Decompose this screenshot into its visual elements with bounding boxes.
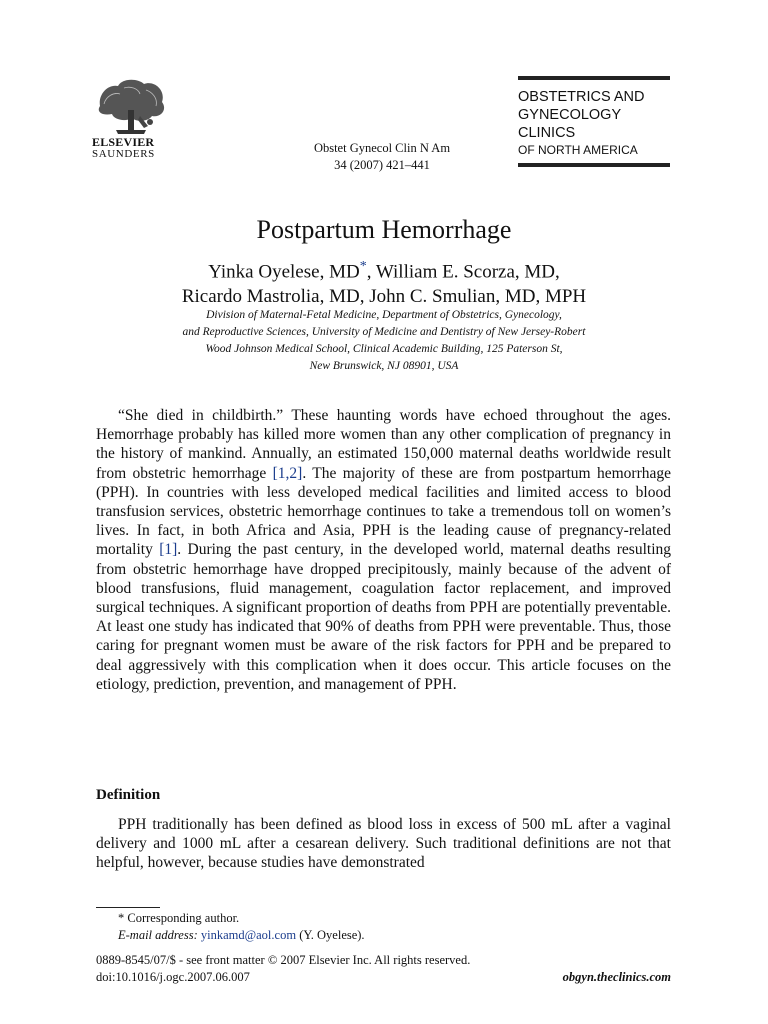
- journal-subtitle: OF NORTH AMERICA: [518, 143, 638, 157]
- page-footer: [96, 952, 671, 986]
- corresponding-author-note: * Corresponding author.: [118, 911, 240, 925]
- journal-masthead: [518, 76, 670, 167]
- paragraph-text: “She died in childbirth.” These haunting words have echoed throughout the ages. Hemorrhage probably has killed more women than any other complication of pregnancy in the history of mankind. Annually, an estimated 150,000 maternal deaths worldwide result from obstetric hemorrhage: [96, 407, 671, 482]
- footnote-rule: [96, 907, 160, 908]
- citation-link[interactable]: [1,2]: [272, 464, 303, 482]
- tree-logo-icon: [94, 76, 168, 136]
- author-name: , William E. Scorza, MD,: [366, 261, 560, 283]
- intro-paragraph: [96, 406, 671, 694]
- author-line: [60, 254, 708, 284]
- affiliation-line: and Reproductive Sciences, University of Medicine and Dentistry of New Jersey-Robert: [182, 326, 586, 338]
- affiliation-line: Wood Johnson Medical School, Clinical Academic Building, 125 Paterson St,: [205, 343, 563, 355]
- email-suffix: (Y. Oyelese).: [296, 928, 365, 942]
- citation-volume: 34 (2007) 421–441: [334, 158, 430, 172]
- publisher-imprint: SAUNDERS: [92, 148, 155, 160]
- journal-title-line: GYNECOLOGY: [518, 107, 622, 123]
- journal-title: [518, 80, 670, 142]
- doi[interactable]: doi:10.1016/j.ogc.2007.06.007: [96, 970, 250, 984]
- author-affiliation: [60, 307, 708, 375]
- email-note: [118, 927, 365, 944]
- masthead-rule-bottom: [518, 163, 670, 167]
- publisher-logo: [92, 76, 172, 160]
- journal-website[interactable]: obgyn.theclinics.com: [562, 970, 671, 984]
- affiliation-line: Division of Maternal-Fetal Medicine, Department of Obstetrics, Gynecology,: [206, 309, 562, 321]
- corresponding-author-mark[interactable]: *: [359, 259, 367, 274]
- author-list: [60, 254, 708, 309]
- email-label: E-mail address:: [118, 928, 198, 942]
- intro-section: [96, 406, 671, 694]
- definition-section: [96, 815, 671, 873]
- journal-title-line: OBSTETRICS AND: [518, 89, 645, 105]
- issn-copyright: 0889-8545/07/$ - see front matter © 2007 Elsevier Inc. All rights reserved.: [96, 953, 471, 967]
- footnote: [118, 910, 365, 944]
- definition-paragraph: PPH traditionally has been defined as blood loss in excess of 500 mL after a vaginal delivery and 1000 mL after a cesarean delivery. Such traditional definitions are not that helpful, however, because studies have demonstrated: [96, 816, 671, 872]
- citation-link[interactable]: [1]: [159, 541, 178, 559]
- journal-title-line: CLINICS: [518, 125, 576, 141]
- section-heading-definition: Definition: [96, 787, 161, 803]
- author-line: Ricardo Mastrolia, MD, John C. Smulian, MD, MPH: [181, 286, 587, 308]
- paragraph-text: . During the past century, in the developed world, maternal deaths resulting from obstetric hemorrhage have dropped precipitously, mainly because of the advent of blood transfusions, fluid management, coagulation factor replacement, and improved surgical techniques. A significant proportion of deaths from PPH are potentially preventable. At least one study has indicated that 90% of deaths from PPH were preventable. Thus, those caring for pregnant women must be aware of the risk factors for PPH and be prepared to deal aggressively with this complication when it does occur. This article focuses on the etiology, prediction, prevention, and management of PPH.: [96, 541, 671, 693]
- article-title: Postpartum Hemorrhage: [256, 215, 512, 244]
- author-name: Yinka Oyelese, MD: [208, 261, 360, 283]
- citation-journal: Obstet Gynecol Clin N Am: [313, 141, 451, 155]
- affiliation-line: New Brunswick, NJ 08901, USA: [309, 360, 459, 372]
- email-link[interactable]: yinkamd@aol.com: [200, 928, 297, 942]
- publisher-name: ELSEVIER: [92, 135, 155, 149]
- paragraph-text: . The majority of these are from postpartum hemorrhage (PPH). In countries with less developed medical facilities and limited access to blood transfusion services, obstetric hemorrhage continues to take a tremendous toll on women’s lives. In fact, in both Africa and Asia, PPH is the leading cause of pregnancy-related mortality: [96, 464, 671, 559]
- page-header: [0, 0, 768, 200]
- journal-citation: [282, 140, 482, 174]
